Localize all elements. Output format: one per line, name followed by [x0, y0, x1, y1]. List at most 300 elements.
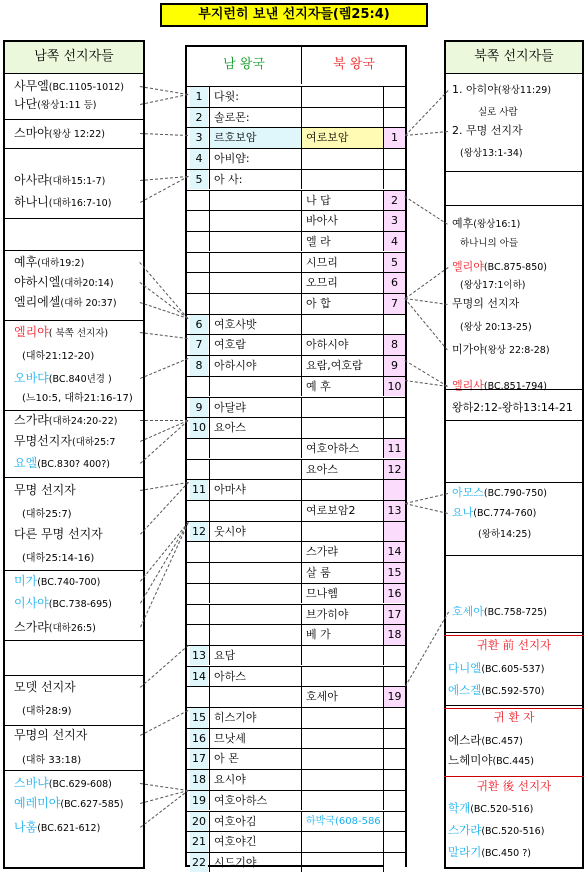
right-section-line: [444, 708, 584, 709]
north-king-number: [383, 770, 405, 790]
south-king-name: 웃시야: [209, 522, 301, 542]
left-panel-header: 남쪽 선지자들: [5, 42, 143, 74]
prophet-name: 무명 선지자: [14, 483, 76, 497]
prophet-reference: (대하20:14): [60, 278, 114, 289]
south-king-name: [209, 253, 301, 273]
north-king-number: [383, 108, 405, 128]
north-king-name: 예 후: [301, 377, 383, 397]
south-king-name: 요담: [209, 646, 301, 666]
north-king-number: 9: [383, 356, 405, 376]
prophet-name: (대하25:14-16): [22, 553, 95, 564]
north-king-number: 7: [383, 294, 405, 314]
connector-line: [405, 493, 448, 504]
prophet-name: 미가야: [452, 343, 484, 356]
north-king-number: 1: [383, 128, 405, 148]
north-king-name: [301, 708, 383, 728]
table-row: [187, 127, 405, 148]
after-exile-item: [448, 845, 531, 861]
prophet-reference: (대하 20:37): [60, 298, 117, 309]
table-row: [187, 355, 405, 376]
right-prophet-entry: [452, 217, 520, 232]
table-row: [187, 190, 405, 211]
left-prophet-entry: [14, 413, 117, 429]
table-row: [187, 479, 405, 500]
south-king-number: 19: [190, 791, 208, 811]
north-king-number: [383, 170, 405, 190]
south-king-number: 15: [190, 708, 208, 728]
left-prophet-entry: [14, 483, 76, 498]
prophet-name: 무명의 선지자: [452, 297, 520, 310]
right-prophet-entry: [460, 236, 518, 251]
connector-line: [140, 86, 188, 95]
prophet-reference: (왕상 22:8-28): [483, 345, 550, 356]
south-king-number: [190, 625, 208, 645]
right-divider: [444, 632, 584, 633]
left-prophet-entry: [14, 173, 105, 189]
prophet-name: 야하시엘: [14, 275, 61, 289]
north-king-number: 8: [383, 335, 405, 355]
left-prophet-entry: [14, 574, 100, 590]
north-king-number: [383, 812, 405, 832]
south-king-number: 3: [190, 128, 208, 148]
left-divider: [3, 218, 145, 219]
connector-line: [140, 358, 188, 379]
left-prophet-entry: [14, 275, 114, 291]
right-prophet-entry: [452, 486, 547, 501]
prophet-reference: (BC.450 ?): [481, 848, 531, 859]
after-exile-title: 귀환 後 선지자: [476, 779, 552, 793]
left-prophet-entry: [14, 295, 117, 311]
prophet-reference: (왕상1:11 등): [37, 100, 97, 111]
right-prophet-entry: [460, 146, 523, 161]
connector-line: [405, 612, 449, 686]
prophet-name: 엘리야: [452, 260, 484, 273]
south-king-name: 히스기야: [209, 708, 301, 728]
right-divider: [444, 389, 584, 390]
left-prophet-entry: [14, 195, 111, 211]
south-king-number: 1: [190, 87, 208, 107]
before-exile-item: [448, 683, 544, 699]
prophet-name: 예레미야: [14, 796, 61, 810]
table-row: [187, 314, 405, 335]
north-king-number: [383, 398, 405, 418]
prophet-reference: (대하26:5): [48, 623, 96, 634]
table-row: [187, 272, 405, 293]
prophet-name: 엘리에셀: [14, 295, 61, 309]
left-prophet-entry: [22, 704, 72, 719]
left-prophet-entry: [22, 507, 72, 522]
table-row: [187, 231, 405, 252]
south-king-number: [190, 501, 208, 521]
table-row: [187, 852, 405, 873]
table-row: [187, 831, 405, 852]
south-king-name: [209, 563, 301, 583]
prophet-reference: (왕상 12:22): [48, 129, 105, 140]
north-king-number: [383, 791, 405, 811]
south-king-name: 여호야긴: [209, 832, 301, 852]
table-row: [187, 252, 405, 273]
south-king-name: [209, 460, 301, 480]
prophet-name: 2. 무명 선지자: [452, 124, 523, 137]
connector-line: [405, 298, 448, 305]
north-king-name: 바아사: [301, 211, 383, 231]
north-king-name: [301, 646, 383, 666]
north-king-number: [383, 418, 405, 438]
south-king-name: [209, 625, 301, 645]
north-king-number: [383, 832, 405, 852]
north-king-name: [301, 791, 383, 811]
prophet-name: 에스겔: [448, 683, 482, 697]
left-divider: [3, 250, 145, 251]
north-king-number: 5: [383, 253, 405, 273]
north-king-name: 브가히야: [301, 605, 383, 625]
left-divider: [3, 148, 145, 149]
table-row: [187, 686, 405, 707]
right-prophet-entry: [460, 278, 525, 293]
north-king-name: [301, 108, 383, 128]
right-prophet-entry: [452, 605, 547, 620]
right-prophet-entry: [460, 320, 532, 335]
left-prophet-entry: [22, 391, 133, 406]
north-king-name: [301, 418, 383, 438]
south-king-name: 요아스: [209, 418, 301, 438]
south-king-name: [209, 501, 301, 521]
south-king-number: [190, 232, 208, 252]
connector-line: [140, 710, 188, 736]
north-king-name: [301, 170, 383, 190]
right-divider: [444, 171, 584, 172]
north-king-name: [301, 87, 383, 107]
prophet-reference: (대하15:1-7): [48, 176, 106, 187]
prophet-name: 아사랴: [14, 173, 49, 187]
left-prophet-entry: [22, 349, 94, 364]
returnees-item: [448, 753, 534, 769]
south-king-number: 21: [190, 832, 208, 852]
table-row: [187, 583, 405, 604]
south-king-name: 아비얌:: [209, 149, 301, 169]
right-prophet-entry: [452, 297, 519, 311]
north-king-number: [383, 729, 405, 749]
left-prophet-entry: [22, 551, 94, 566]
connector-line: [140, 482, 189, 535]
south-king-number: 4: [190, 149, 208, 169]
north-king-name: 스가랴: [301, 542, 383, 562]
prophet-name: 무명의 선지자: [14, 728, 88, 742]
table-row: [187, 438, 405, 459]
left-prophet-entry: [14, 456, 110, 472]
left-prophet-entry: [14, 371, 112, 387]
south-king-name: 므낫세: [209, 729, 301, 749]
left-prophet-entry: [14, 434, 115, 450]
north-king-number: 11: [383, 439, 405, 459]
north-king-number: [383, 149, 405, 169]
prophet-name: 요나: [452, 506, 474, 519]
prophet-name: 예후: [452, 217, 474, 230]
right-divider: [444, 482, 584, 483]
left-prophet-entry: [14, 527, 103, 542]
prophet-name: 엘리야: [14, 325, 49, 339]
prophet-name: 아모스: [452, 486, 484, 499]
south-king-name: [209, 294, 301, 314]
left-divider: [3, 320, 145, 321]
prophet-name: 스바냐: [14, 776, 49, 790]
connector-line: [404, 196, 448, 225]
north-king-name: 여로보암: [301, 128, 383, 148]
prophet-reference: (BC.445): [492, 756, 534, 767]
south-king-name: 아하시야: [209, 356, 301, 376]
table-row: [187, 728, 405, 749]
north-king-number: [383, 480, 405, 500]
left-prophet-entry: [14, 325, 108, 341]
connector-line: [404, 298, 448, 351]
north-king-name: 살 룸: [301, 563, 383, 583]
left-prophet-entry: [14, 820, 100, 836]
right-prophet-entry: [452, 343, 550, 358]
prophet-name: 사무엘: [14, 79, 49, 93]
table-row: [187, 293, 405, 314]
connector-line: [405, 267, 449, 299]
prophet-name: 이사야: [14, 596, 49, 610]
prophet-name: 스마야: [14, 126, 49, 140]
north-king-name: [301, 398, 383, 418]
south-king-name: 르호보암: [209, 128, 301, 148]
connector-line: [140, 420, 188, 421]
south-king-number: 20: [190, 812, 208, 832]
before-exile-title: 귀환 前 선지자: [476, 638, 552, 652]
prophet-name: (대하21:12-20): [22, 351, 95, 362]
prophet-name: 하나니의 아들: [460, 238, 519, 249]
south-king-number: [190, 294, 208, 314]
left-prophet-entry: [14, 79, 124, 95]
north-kingdom-header: 북 왕국: [301, 47, 406, 84]
prophet-reference: ( 북쪽 선지자): [48, 328, 109, 339]
prophet-name: (느10:5, 대하21:16-17): [22, 393, 133, 404]
north-king-name: [301, 853, 383, 873]
north-king-name: 요아스: [301, 460, 383, 480]
left-divider: [3, 570, 145, 571]
left-prophet-entry: [14, 796, 123, 812]
left-prophet-entry: [14, 776, 112, 792]
prophet-name: 다른 무명 선지자: [14, 527, 103, 541]
table-row: [187, 541, 405, 562]
prophet-name: (왕상13:1-34): [460, 148, 523, 159]
table-row: [187, 666, 405, 687]
connector-line: [140, 94, 188, 105]
prophet-reference: (BC.740-700): [37, 577, 101, 588]
after-exile-item: [448, 823, 544, 839]
prophet-name: 왕하2:12-왕하13:14-21: [452, 401, 573, 414]
left-prophet-entry: [14, 680, 76, 695]
south-king-number: 10: [190, 418, 208, 438]
prophet-name: (대하25:7): [22, 509, 72, 520]
north-king-name: 엘 라: [301, 232, 383, 252]
connector-line: [405, 90, 449, 136]
prophet-name: 요엘: [14, 456, 38, 470]
north-king-name: 호세아: [301, 687, 383, 707]
prophet-name: 스가랴: [14, 620, 49, 634]
south-king-name: 아달랴: [209, 398, 301, 418]
prophet-reference: (대하19:2): [37, 258, 85, 269]
south-king-number: [190, 542, 208, 562]
south-king-name: 아 사:: [209, 170, 301, 190]
south-king-name: 여호사밧: [209, 315, 301, 335]
prophet-name: 실로 사람: [478, 107, 518, 118]
prophet-name: 말라기: [448, 845, 482, 859]
table-row: [187, 148, 405, 169]
south-king-number: 5: [190, 170, 208, 190]
north-king-name: 여호아하스: [301, 439, 383, 459]
south-king-number: 12: [190, 522, 208, 542]
right-section-line: [444, 635, 584, 636]
prophet-reference: (BC.830? 400?): [37, 459, 110, 470]
south-king-name: 여호아하스: [209, 791, 301, 811]
north-king-number: 2: [383, 191, 405, 211]
prophet-name: 오바댜: [14, 371, 49, 385]
north-king-number: [383, 522, 405, 542]
south-king-name: 여호람: [209, 335, 301, 355]
north-king-number: 13: [383, 501, 405, 521]
prophet-reference: (대하16:7-10): [48, 198, 112, 209]
north-king-name: 아 합: [301, 294, 383, 314]
south-king-number: 18: [190, 770, 208, 790]
south-king-number: 8: [190, 356, 208, 376]
prophet-name: 모뎃 선지자: [14, 680, 76, 694]
table-row: [187, 521, 405, 542]
right-prophet-entry: [452, 401, 573, 415]
prophet-reference: (BC.605-537): [481, 664, 545, 675]
prophet-reference: (BC.627-585): [60, 799, 124, 810]
table-row: [187, 562, 405, 583]
south-king-number: 6: [190, 315, 208, 335]
south-king-name: [209, 439, 301, 459]
south-king-number: 17: [190, 749, 208, 769]
after-exile-item: [448, 801, 533, 817]
prophet-reference: (BC.790-750): [483, 488, 547, 499]
south-king-name: [209, 377, 301, 397]
north-king-name: 여로보암2: [301, 501, 383, 521]
north-king-name: 오므리: [301, 273, 383, 293]
prophet-name: (왕상17:1이하): [460, 280, 526, 291]
north-king-name: [301, 832, 383, 852]
south-king-number: 9: [190, 398, 208, 418]
north-king-name: [301, 480, 383, 500]
before-exile-item: [448, 661, 544, 677]
prophet-name: (왕하14:25): [478, 529, 532, 540]
south-king-name: [209, 232, 301, 252]
south-king-number: [190, 191, 208, 211]
south-king-name: [209, 191, 301, 211]
south-king-name: 아 몬: [209, 749, 301, 769]
south-king-name: [209, 273, 301, 293]
table-row: [187, 604, 405, 625]
north-king-number: [383, 708, 405, 728]
prophet-reference: (BC.520-516): [470, 804, 534, 815]
prophet-name: 호세아: [452, 605, 484, 618]
kings-table: [185, 45, 407, 867]
table-row: [187, 459, 405, 480]
right-prophet-entry: [452, 506, 536, 521]
prophet-name: 예후: [14, 255, 38, 269]
connector-line: [139, 282, 188, 319]
north-king-number: 18: [383, 625, 405, 645]
south-king-name: [209, 211, 301, 231]
prophet-name: 학개: [448, 801, 471, 815]
left-divider: [3, 675, 145, 676]
south-king-number: [190, 563, 208, 583]
south-king-number: 22: [190, 853, 208, 873]
north-king-number: 17: [383, 605, 405, 625]
north-king-name: 나 답: [301, 191, 383, 211]
table-row: [187, 417, 405, 438]
page-title: 부지런히 보낸 선지자들(렘25:4): [160, 3, 428, 27]
south-king-number: 11: [190, 480, 208, 500]
left-prophet-entry: [22, 753, 81, 768]
prophet-name: 나훔: [14, 820, 38, 834]
prophet-reference: (왕상16:1): [473, 219, 521, 230]
connector-line: [140, 522, 189, 627]
prophet-name: 하나니: [14, 195, 49, 209]
connector-line: [405, 131, 448, 136]
table-row: [187, 334, 405, 355]
north-king-number: [383, 315, 405, 335]
left-prophet-entry: [14, 596, 112, 612]
left-divider: [3, 640, 145, 641]
south-king-name: 아하스: [209, 667, 301, 687]
south-king-number: [190, 460, 208, 480]
south-king-name: [209, 605, 301, 625]
table-row: [187, 107, 405, 128]
south-king-number: [190, 211, 208, 231]
north-king-number: [383, 853, 405, 873]
north-king-number: 16: [383, 584, 405, 604]
prophet-name: 느헤미야: [448, 753, 493, 767]
prophet-reference: (BC.758-725): [483, 607, 547, 618]
north-king-name: [301, 749, 383, 769]
north-king-number: 3: [383, 211, 405, 231]
table-row: [187, 397, 405, 418]
left-prophet-entry: [14, 126, 105, 142]
connector-line: [140, 133, 188, 136]
north-king-name: 요람,여호람: [301, 356, 383, 376]
prophet-reference: (BC.592-570): [481, 686, 545, 697]
south-king-name: 시드기야: [209, 853, 301, 873]
left-divider: [3, 770, 145, 771]
right-prophet-entry: [452, 124, 523, 138]
south-king-name: [209, 687, 301, 707]
connector-line: [140, 420, 189, 464]
north-king-number: 12: [383, 460, 405, 480]
prophet-name: 에스라: [448, 733, 482, 747]
prophet-reference: (BC.520-516): [481, 826, 545, 837]
prophet-name: 무명선지자: [14, 434, 72, 448]
north-king-name: 하박국(608-586: [301, 812, 383, 832]
table-row: [187, 707, 405, 728]
south-king-number: 14: [190, 667, 208, 687]
connector-line: [140, 332, 188, 339]
prophet-reference: (BC.1105-1012): [48, 82, 124, 93]
table-row: [187, 624, 405, 645]
right-panel-header: 북쪽 선지자들: [446, 42, 582, 74]
connector-line: [140, 420, 188, 442]
prophet-reference: (BC.840년경 ): [48, 374, 112, 385]
prophet-name: 나단: [14, 97, 38, 111]
left-panel: [3, 40, 145, 869]
south-king-number: [190, 584, 208, 604]
left-divider: [3, 725, 145, 726]
left-prophet-entry: [14, 255, 84, 271]
prophet-reference: (BC.738-695): [48, 599, 112, 610]
table-row: [187, 169, 405, 190]
